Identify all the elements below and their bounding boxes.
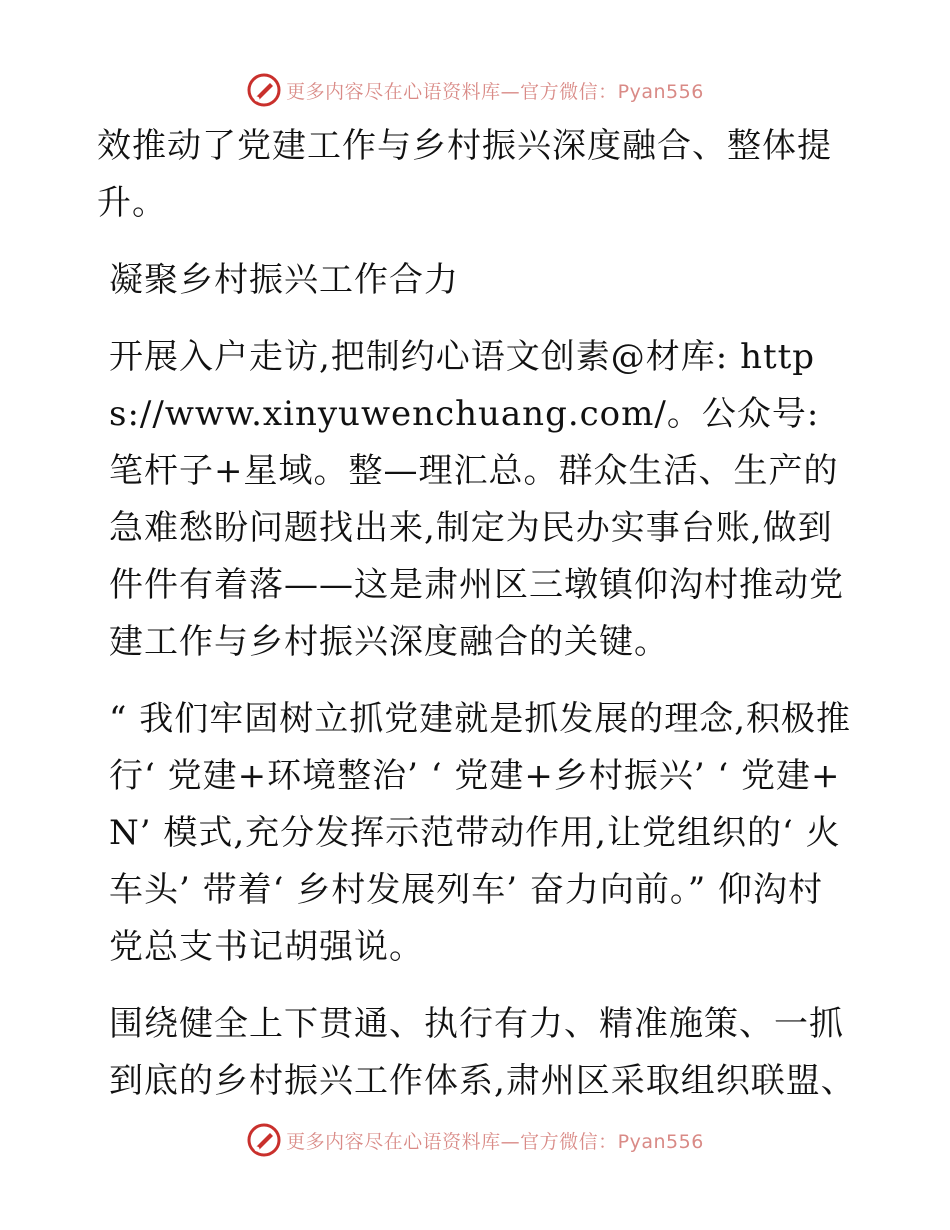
- footer-watermark: [0, 1120, 950, 1160]
- document-body: [97, 118, 857, 1130]
- paragraph-system: 围绕健全上下贯通、执行有力、精准施策、一抓到底的乡村振兴工作体系,肃州区采取组织联盟、: [109, 1004, 856, 1101]
- paragraph-quote: “ 我们牢固树立抓党建就是抓发展的理念,积极推行‘ 党建+环境整治’ ‘ 党建+乡村振兴’ ‘ 党建+N’ 模式,充分发挥示范带动作用,让党组织的‘ 火车头’ 带着‘ 乡村发展列车’ 奋力向前。” 仰沟村党总支书记胡强说。: [109, 699, 851, 967]
- paragraph-continuation: 效推动了党建工作与乡村振兴深度融合、整体提升。: [97, 126, 832, 223]
- pen-seal-icon: [246, 72, 282, 108]
- section-heading: 凝聚乡村振兴工作合力: [109, 260, 459, 300]
- paragraph-visits: 开展入户走访,把制约心语文创素@材库: https://www.xinyuwenchuang.com/。公众号: 笔杆子+星域。整—理汇总。群众生活、生产的急难愁盼问题找出来,制定为民办实事台账,做到件件有着落——这是肃州区三墩镇仰沟村推动党建工作与乡村振兴深度融合的关键。: [109, 337, 844, 662]
- watermark-text: 更多内容尽在心语资料库—官方微信：Pyan556: [286, 80, 704, 103]
- header-watermark: [0, 70, 950, 110]
- pen-seal-icon: [246, 1122, 282, 1158]
- watermark-text: 更多内容尽在心语资料库—官方微信：Pyan556: [286, 1130, 704, 1153]
